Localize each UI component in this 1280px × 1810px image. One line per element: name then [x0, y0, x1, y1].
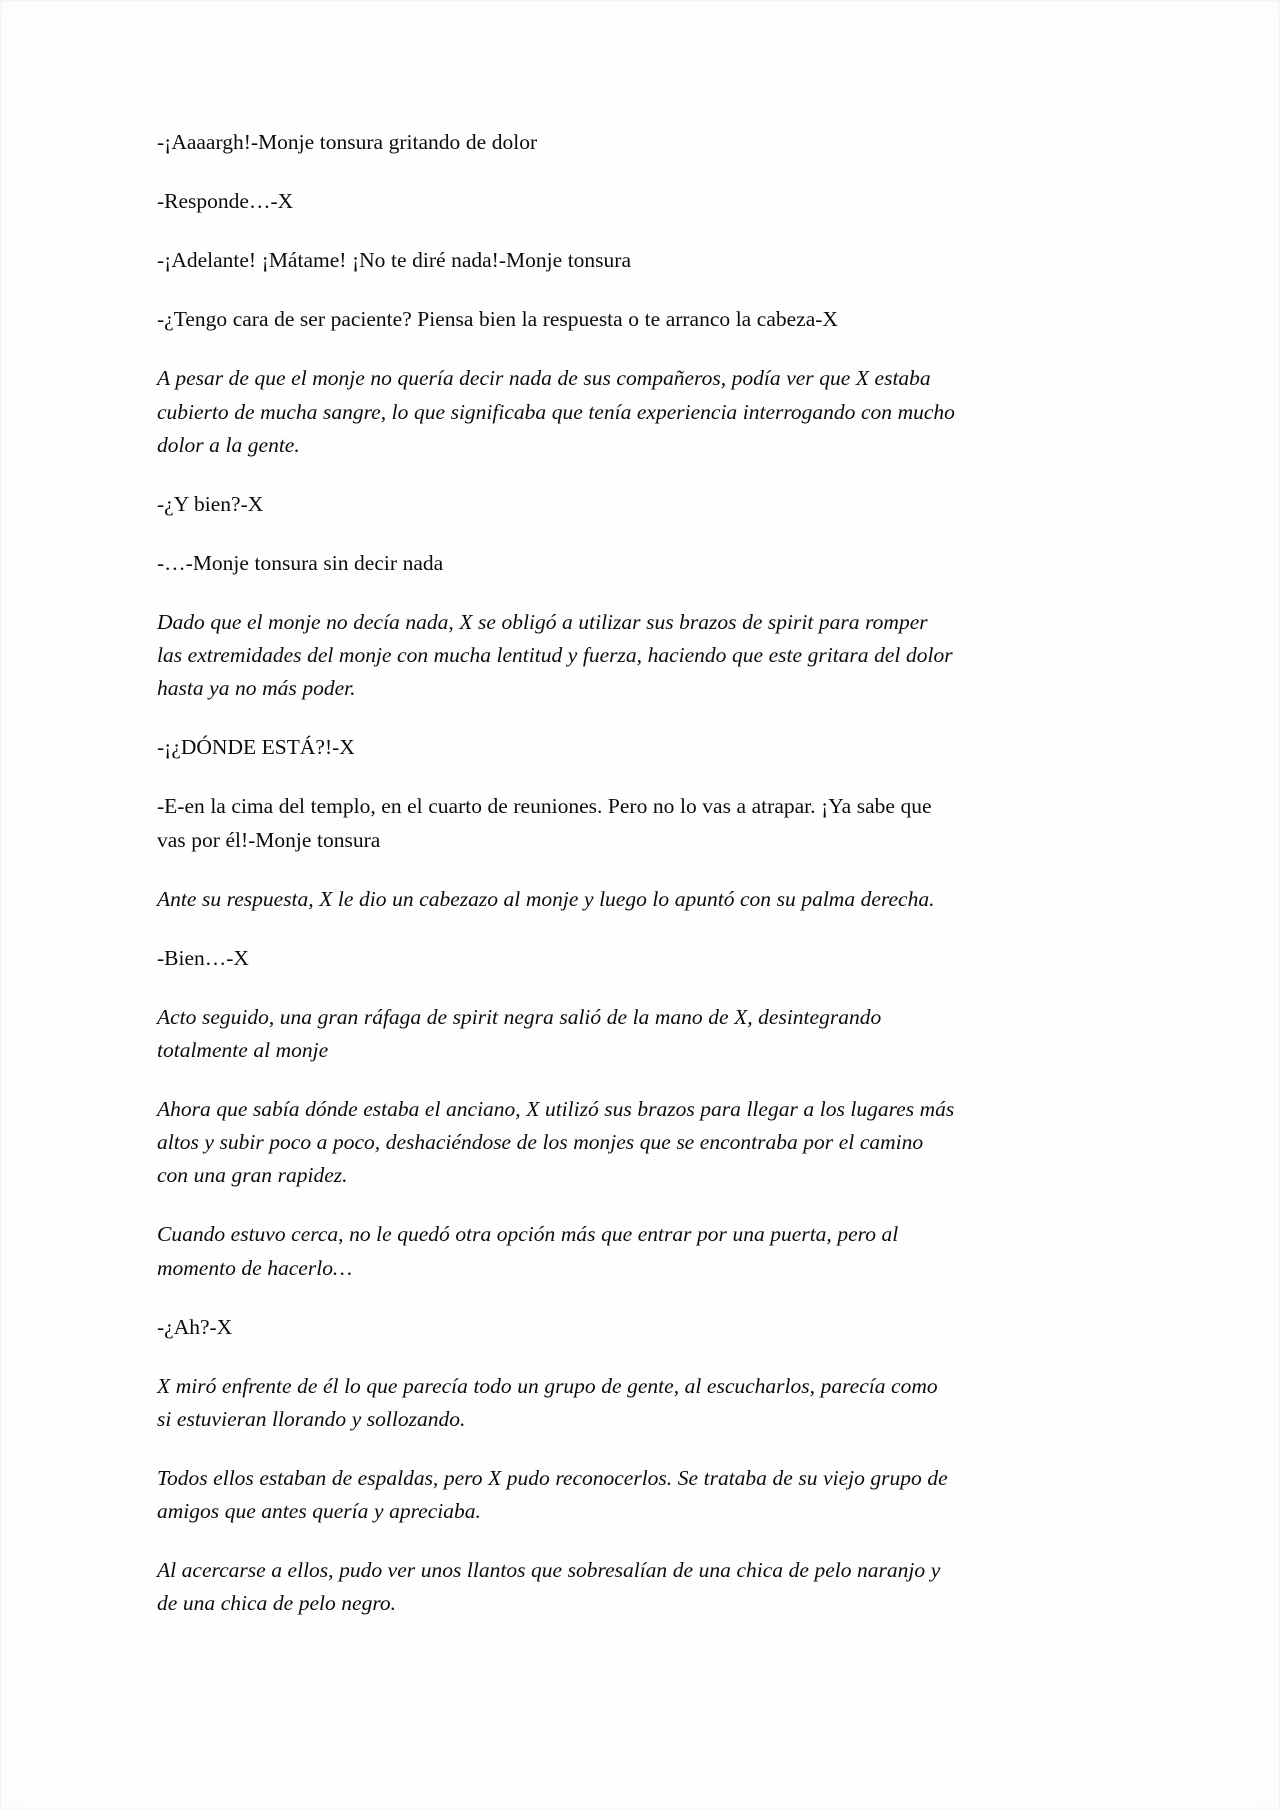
paragraph-narrative: Ante su respuesta, X le dio un cabezazo al monje y luego lo apuntó con su palma derecha. [157, 886, 935, 911]
paragraph-narrative: Ahora que sabía dónde estaba el anciano, X utilizó sus brazos para llegar a los lugares más altos y subir poco a poco, deshaciéndose de los monjes que se encontraba por el camino con una gran rapidez. [157, 1097, 955, 1188]
paragraph-dialogue: -Responde…-X [157, 189, 294, 214]
paragraph-narrative: Al acercarse a ellos, pudo ver unos llantos que sobresalían de una chica de pelo naranjo y de una chica de pelo negro. [157, 1558, 941, 1616]
paragraph-narrative: Todos ellos estaban de espaldas, pero X pudo reconocerlos. Se trataba de su viejo grupo de amigos que antes quería y apreciaba. [157, 1465, 948, 1524]
paragraph-narrative: Acto seguido, una gran ráfaga de spirit negra salió de la mano de X, desintegrando totalmente al monje [157, 1004, 882, 1062]
paragraph-narrative: A pesar de que el monje no quería decir nada de sus compañeros, podía ver que X estaba cubierto de mucha sangre, lo que significaba que tenía experiencia interrogando con mucho dolor a la gente. [157, 366, 955, 457]
paragraph-dialogue: -¡Aaaargh!-Monje tonsura gritando de dolor [157, 130, 538, 154]
paragraph-dialogue: -¿Ah?-X [157, 1314, 233, 1339]
document-body [157, 126, 957, 1620]
paragraph-dialogue: -¡Adelante! ¡Mátame! ¡No te diré nada!-Monje tonsura [157, 248, 632, 273]
paragraph-narrative: Dado que el monje no decía nada, X se obligó a utilizar sus brazos de spirit para romper las extremidades del monje con mucha lentitud y fuerza, haciendo que este gritara del dolor hasta ya no más poder. [157, 609, 953, 701]
paragraph-dialogue: -¡¿DÓNDE ESTÁ?!-X [157, 735, 355, 760]
paragraph-dialogue: -¿Tengo cara de ser paciente? Piensa bien la respuesta o te arranco la cabeza-X [157, 307, 838, 332]
paragraph-narrative: Cuando estuvo cerca, no le quedó otra opción más que entrar por una puerta, pero al momento de hacerlo… [157, 1222, 899, 1280]
paragraph-dialogue: -¿Y bien?-X [157, 491, 264, 516]
paragraph-dialogue: -…-Monje tonsura sin decir nada [157, 550, 444, 575]
paragraph-dialogue: -E-en la cima del templo, en el cuarto de reuniones. Pero no lo vas a atrapar. ¡Ya sabe que vas por él!-Monje tonsura [157, 794, 932, 852]
paragraph-dialogue: -Bien…-X [157, 945, 249, 970]
paragraph-narrative: X miró enfrente de él lo que parecía todo un grupo de gente, al escucharlos, parecía como si estuvieran llorando y sollozando. [157, 1373, 938, 1431]
